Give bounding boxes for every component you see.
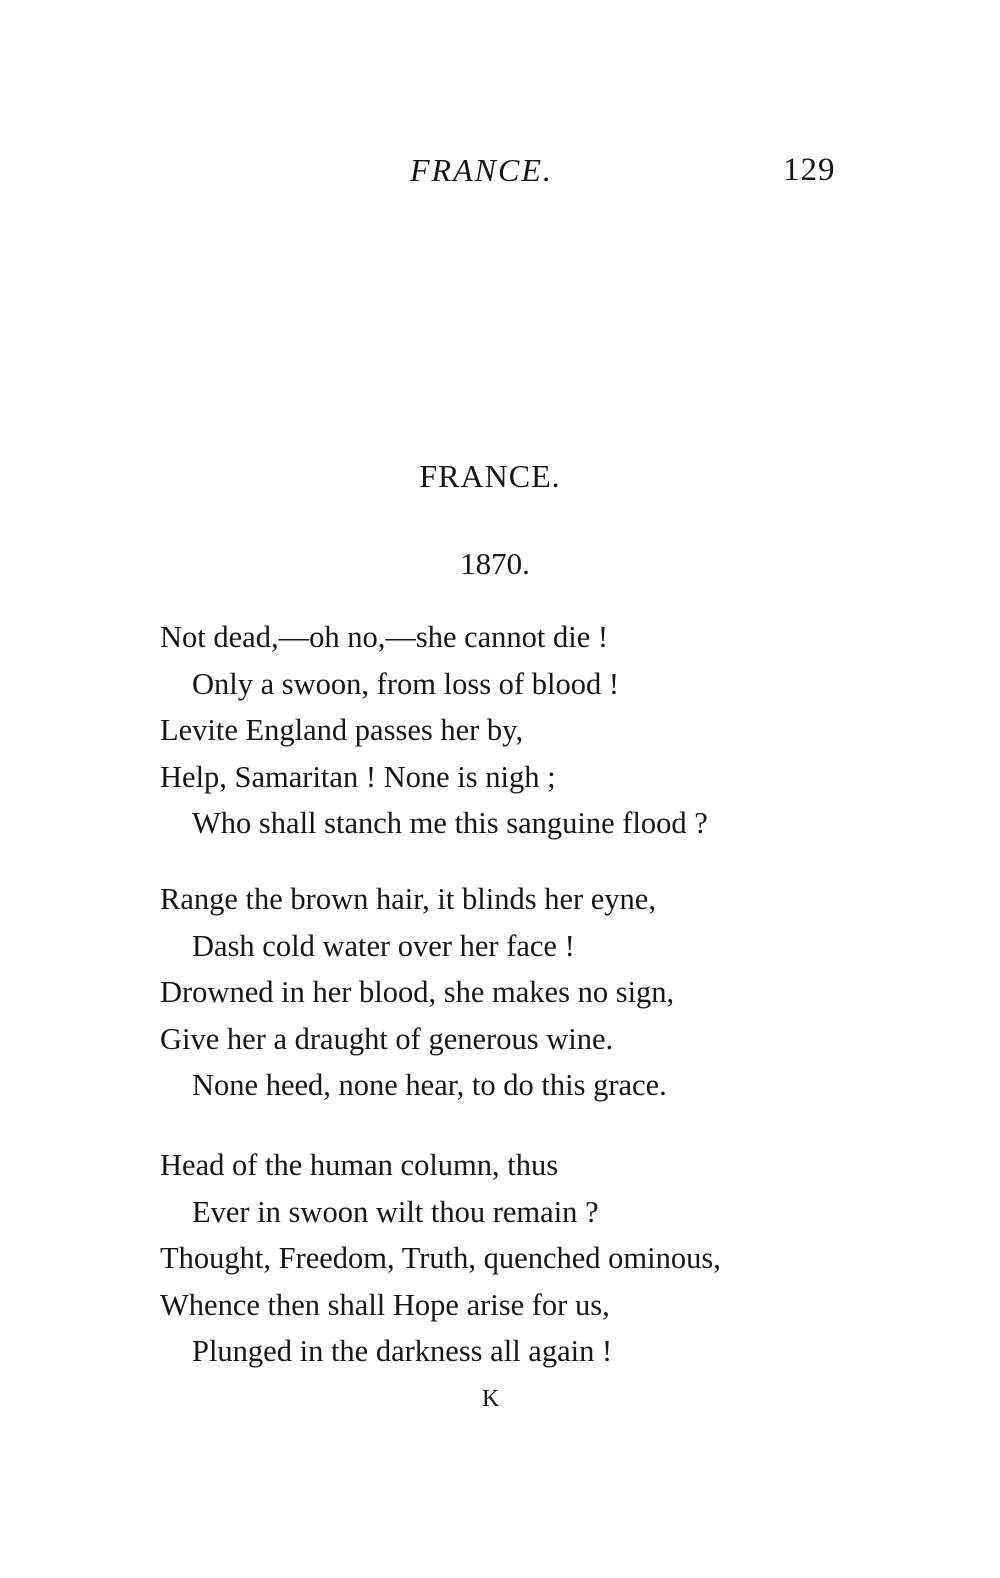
poem-line: Give her a draught of generous wine. [160,1021,614,1056]
poem-line: Thought, Freedom, Truth, quenched ominous, [160,1241,721,1275]
signature-mark: K [482,1386,500,1412]
stanza-3 [160,1142,880,1375]
poem-line: Only a swoon, from loss of blood ! [192,666,619,701]
poem-year: 1870. [460,546,530,581]
poem-line: Head of the human column, thus [160,1148,559,1182]
page-number: 129 [783,152,836,188]
stanza-2 [160,876,880,1109]
running-head [0,152,1000,202]
poem-line: Range the brown hair, it blinds her eyne, [160,882,656,916]
running-title: FRANCE. [410,152,553,188]
poem-title: FRANCE. [419,458,561,494]
poem-line: Who shall stanch me this sanguine flood ? [192,806,708,840]
poem-line: Drowned in her blood, she makes no sign, [160,975,675,1009]
poem-line: None heed, none hear, to do this grace. [192,1068,667,1102]
poem-line: Ever in swoon wilt thou remain ? [192,1194,599,1229]
poem-line: Dash cold water over her face ! [192,928,575,963]
stanza-1 [160,614,880,847]
poem-line: Not dead,—oh no,—she cannot die ! [160,620,609,654]
poem-line: Whence then shall Hope arise for us, [160,1287,610,1322]
poem-line: Levite England passes her by, [160,713,524,747]
poem-line: Help, Samaritan ! None is nigh ; [160,759,556,794]
poem-line: Plunged in the darkness all again ! [192,1334,613,1368]
